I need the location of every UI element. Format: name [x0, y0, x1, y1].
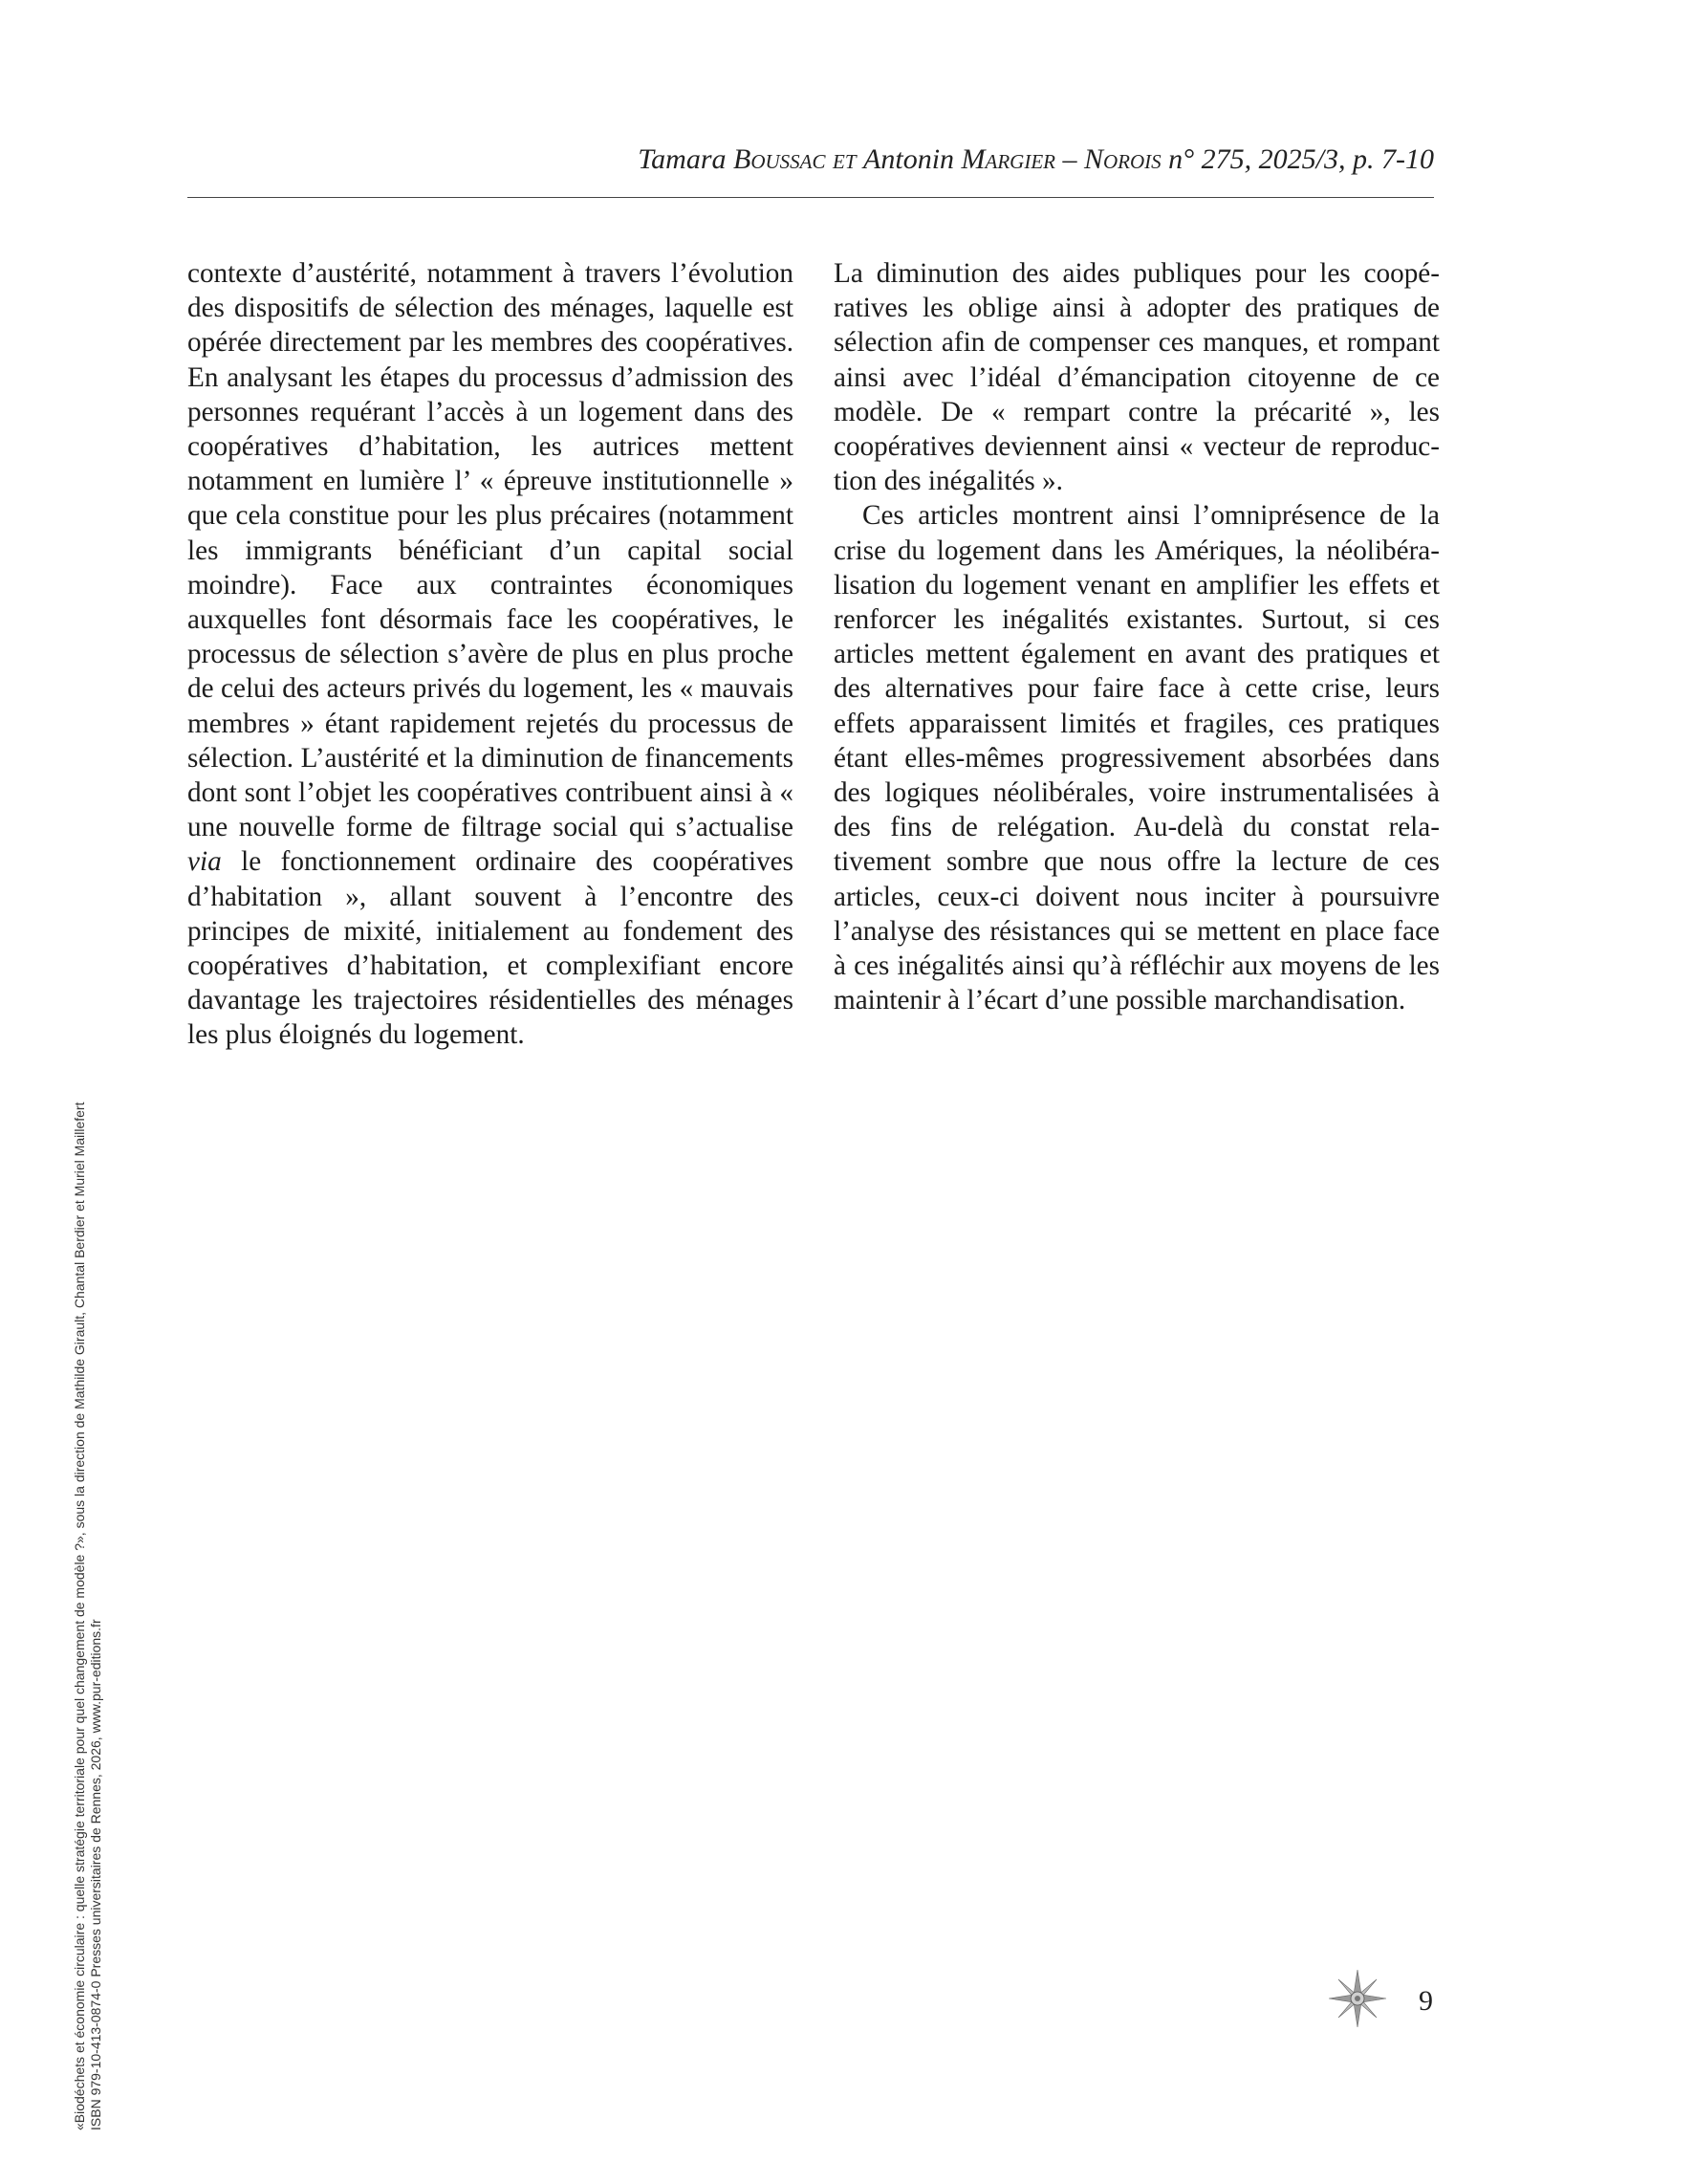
- page-number: 9: [1419, 1985, 1433, 2017]
- side-publication-note: [72, 792, 104, 2130]
- side-note-line-1: «Biodéchets et économie circulaire : quelle stratégie territoriale pour quel changement de modèle ?», sous la direction de Mathilde Girault, Chantal Berdier et Muriel Maillefert: [72, 1102, 87, 2130]
- author2-first-name: Antonin: [863, 143, 962, 175]
- left-paragraph-text-1: contexte d’austérité, notamment à travers l’évolution des dispositifs de sélection des ménages, laquelle est opérée directement par les membres des coopératives. En analysant les étapes du processus d’admission des personnes requérant l’accès à un logement dans des coopératives d’habitation, les autrices mettent notamment en lumière l’ « épreuve institutionnelle » que cela constitue pour les plus précaires (notamment les immigrants bénéficiant d’un capital social moindre). Face aux contraintes économiques auxquelles font désormais face les coopératives, le processus de sélection s’avère de plus en plus proche de celui des acteurs privés du logement, les « mauvais membres » étant rapidement rejetés du processus de sélection. L’austérité et la diminution de financements dont sont l’objet les coopératives contribuent ainsi à « une nouvelle forme de filtrage social qui s’actualise: [187, 258, 793, 843]
- compass-rose-icon: [1329, 1970, 1386, 2027]
- left-paragraph-italic: via: [187, 846, 222, 878]
- right-column: [834, 256, 1440, 1017]
- left-paragraph-text-2: le fonctionnement ordinaire des coopératives d’habitation », allant souvent à l’encontre des principes de mixité, initialement au fondement des coopératives d’habitation, et complexifiant encore davantage les trajectoires résidentielles des ménages les plus éloignés du logement.: [187, 846, 793, 1051]
- author1-first-name: Tamara: [638, 143, 734, 175]
- left-column: [187, 256, 793, 1053]
- running-header: [187, 143, 1434, 176]
- right-paragraph-2: Ces articles montrent ainsi l’omniprésence de la crise du logement dans les Amériques, la néolibéralisation du logement venant en amplifier les effets et renforcer les inégalités existantes. Surtout, si ces articles mettent également en avant des pratiques et des alternatives pour faire face à cette crise, leurs effets apparaissent limités et fragiles, ces pratiques étant elles-mêmes progressivement absorbées dans des logiques néolibérales, voire instrumentalisées à des fins de relégation. Au-delà du constat relativement sombre que nous offre la lecture de ces articles, ceux-ci doivent nous inciter à poursuivre l’analyse des résistances qui se mettent en place face à ces inégalités ainsi qu’à réfléchir aux moyens de les maintenir à l’écart d’une possible marchandisation.: [834, 500, 1440, 1016]
- journal-name: Norois: [1084, 143, 1162, 175]
- author-conjunction: et: [825, 143, 864, 175]
- issue-info: n° 275, 2025/3, p. 7-10: [1161, 143, 1434, 175]
- left-paragraph: [187, 256, 793, 1053]
- right-paragraph-1: La diminution des aides publiques pour les coopératives les oblige ainsi à adopter des pratiques de sélection afin de compenser ces manques, et rompant ainsi avec l’idéal d’émancipation citoyenne de ce modèle. De « rempart contre la précarité », les coopératives deviennent ainsi « vecteur de reproduction des inégalités ».: [834, 258, 1440, 497]
- author2-last-name: Margier: [961, 143, 1055, 175]
- header-rule: [187, 197, 1434, 198]
- author1-last-name: Boussac: [733, 143, 826, 175]
- header-dash: –: [1055, 143, 1084, 175]
- side-note-line-2: ISBN 979-10-413-0874-0 Presses universitaires de Rennes, 2026, www.pur-editions.fr: [88, 1619, 103, 2130]
